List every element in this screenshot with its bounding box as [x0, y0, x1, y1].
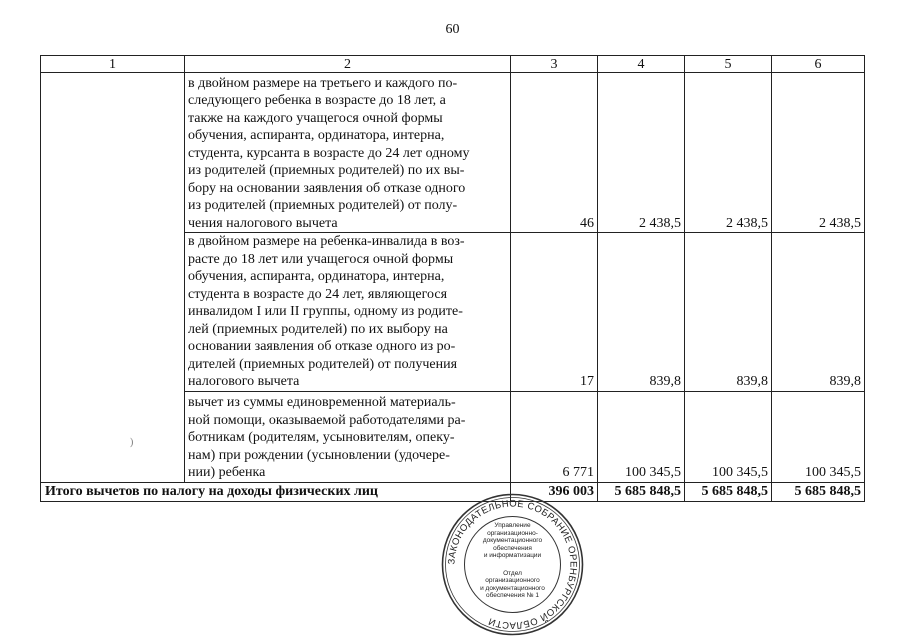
total-amount-cell: 5 685 848,5 — [685, 482, 772, 501]
description-line: нам) при рождении (усыновлении (удочере- — [188, 447, 450, 463]
amount-cell: 2 438,5 — [598, 73, 685, 233]
amount-cell: 100 345,5 — [772, 391, 865, 482]
deduction-description — [185, 73, 511, 233]
column-header-3: 3 — [511, 56, 598, 73]
description-line: в двойном размере на ребенка-инвалида в воз- — [188, 234, 465, 249]
table-row — [41, 73, 865, 233]
description-line: из родителей (приемных родителей) от полу- — [188, 198, 458, 213]
stamp-line: и информатизации — [483, 552, 542, 559]
column-number-row — [41, 56, 865, 73]
amount-cell: 100 345,5 — [598, 391, 685, 482]
column-header-6: 6 — [772, 56, 865, 73]
description-line: инвалидом I или II группы, одному из родите- — [188, 304, 463, 319]
description-line: нии) ребенка — [188, 465, 266, 480]
count-cell: 46 — [511, 73, 598, 233]
total-count-cell: 396 003 — [511, 482, 598, 501]
description-line: основании заявления об отказе одного из ро- — [188, 339, 456, 354]
description-line: следующего ребенка в возрасте до 18 лет, а — [188, 93, 446, 108]
stamp-line: обеспечения № 1 — [486, 592, 539, 599]
total-amount-cell: 5 685 848,5 — [598, 482, 685, 501]
column-header-1: 1 — [41, 56, 185, 73]
stamp-line: обеспечения — [493, 544, 532, 552]
stamp-line: документационного — [482, 537, 543, 544]
description-line: обучения, аспиранта, ординатора, интерна, — [188, 128, 445, 143]
description-line: ной помощи, оказываемой работодателями ра- — [188, 412, 466, 428]
stamp-inner-text — [476, 522, 549, 600]
stamp-line: организационно- — [487, 529, 538, 537]
description-line: в двойном размере на третьего и каждого по- — [188, 75, 458, 91]
stamp-line: Управление — [494, 522, 531, 529]
description-line: студента, курсанта в возрасте до 24 лет одному — [188, 145, 470, 161]
description-line: бору на основании заявления об отказе одного — [188, 180, 466, 196]
amount-cell: 839,8 — [772, 233, 865, 392]
description-line: дителей (приемных родителей) от получения — [188, 356, 458, 372]
stamp-line: и документационного — [480, 584, 545, 592]
page-number: 60 — [445, 22, 460, 37]
deduction-description — [185, 391, 511, 482]
count-cell: 17 — [511, 233, 598, 392]
amount-cell: 2 438,5 — [685, 73, 772, 233]
description-line: также на каждого учащегося очной формы — [188, 110, 443, 126]
amount-cell: 839,8 — [598, 233, 685, 392]
description-line: расте до 18 лет или учащегося очной формы — [188, 251, 454, 267]
column-header-2: 2 — [185, 56, 511, 73]
total-amount-cell: 5 685 848,5 — [772, 482, 865, 501]
svg-text:ЗАКОНОДАТЕЛЬНОЕ СОБРАНИЕ ОРЕНБ: ЗАКОНОДАТЕЛЬНОЕ СОБРАНИЕ ОРЕНБУРГСКОЙ ОБЛАСТИ — [446, 498, 579, 631]
row-group-label — [41, 73, 185, 483]
column-header-4: 4 — [598, 56, 685, 73]
official-stamp — [440, 492, 585, 637]
deduction-description — [185, 233, 511, 392]
description-line: налогового вычета — [188, 374, 300, 389]
description-line: студента в возрасте до 24 лет, являющегося — [188, 286, 448, 302]
count-cell: 6 771 — [511, 391, 598, 482]
column-header-5: 5 — [685, 56, 772, 73]
amount-cell: 2 438,5 — [772, 73, 865, 233]
total-label: Итого вычетов по налогу на доходы физических лиц — [41, 482, 511, 501]
stamp-line: Отдел организационного — [485, 569, 540, 584]
description-line: ботникам (родителям, усыновителям, опеку- — [188, 430, 455, 445]
description-line: из родителей (приемных родителей) по их вы- — [188, 163, 465, 178]
amount-cell: 839,8 — [685, 233, 772, 392]
deductions-table — [40, 55, 865, 502]
stray-mark: ) — [130, 437, 134, 448]
description-line: вычет из суммы единовременной материаль- — [188, 395, 456, 410]
description-line: лей (приемных родителей) по их выбору на — [188, 321, 448, 337]
description-line: чения налогового вычета — [188, 215, 338, 231]
description-line: обучения, аспиранта, ординатора, интерна, — [188, 269, 445, 284]
amount-cell: 100 345,5 — [685, 391, 772, 482]
